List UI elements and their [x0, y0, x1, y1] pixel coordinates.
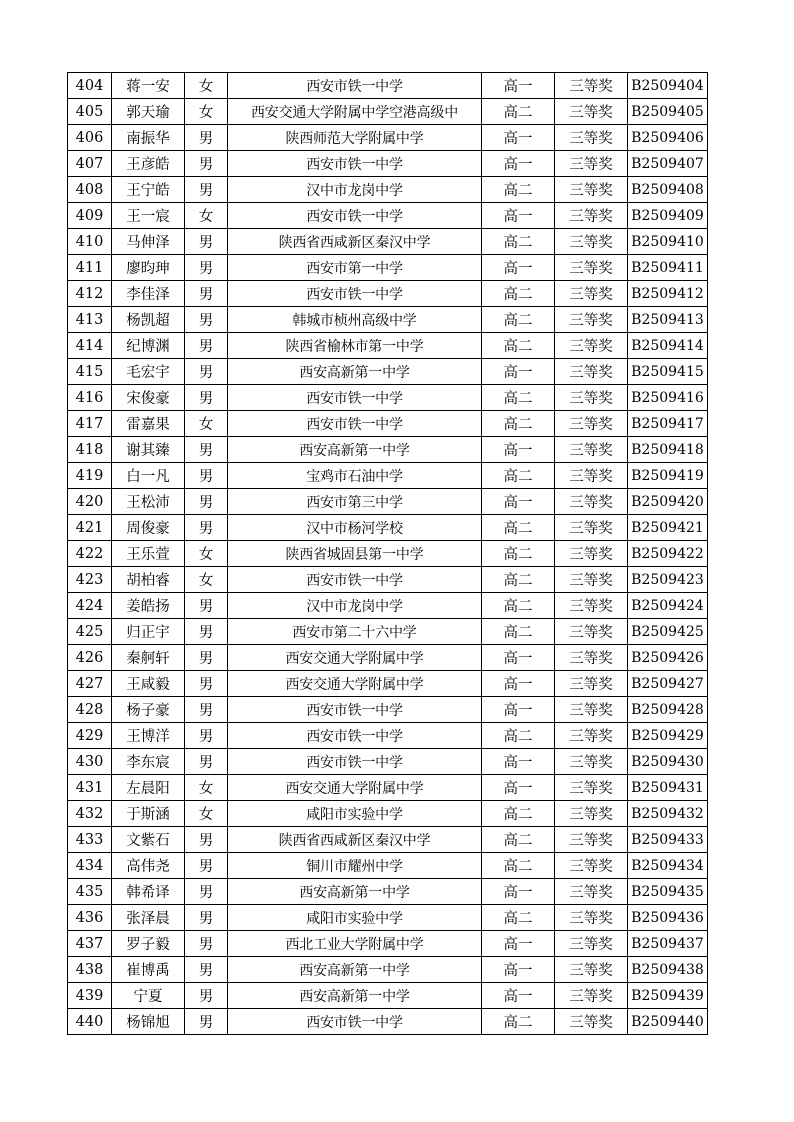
certificate-code-cell: B2509438 — [628, 957, 708, 983]
row-number-cell: 409 — [68, 203, 112, 229]
table-row — [68, 567, 708, 593]
table-row — [68, 827, 708, 853]
certificate-code-cell: B2509436 — [628, 905, 708, 931]
gender-cell: 男 — [185, 645, 228, 671]
school-cell: 陕西省榆林市第一中学 — [228, 333, 482, 359]
gender-cell: 男 — [185, 463, 228, 489]
row-number-cell: 411 — [68, 255, 112, 281]
table-row — [68, 281, 708, 307]
student-name-cell: 秦舸轩 — [112, 645, 185, 671]
school-cell: 汉中市龙岗中学 — [228, 177, 482, 203]
row-number-cell: 428 — [68, 697, 112, 723]
school-cell: 陕西省城固县第一中学 — [228, 541, 482, 567]
table-row — [68, 489, 708, 515]
grade-cell: 高二 — [482, 723, 555, 749]
table-row — [68, 749, 708, 775]
certificate-code-cell: B2509427 — [628, 671, 708, 697]
gender-cell: 女 — [185, 775, 228, 801]
gender-cell: 男 — [185, 307, 228, 333]
gender-cell: 男 — [185, 385, 228, 411]
gender-cell: 男 — [185, 255, 228, 281]
award-level-cell: 三等奖 — [555, 359, 628, 385]
student-name-cell: 周俊豪 — [112, 515, 185, 541]
certificate-code-cell: B2509412 — [628, 281, 708, 307]
school-cell: 西安市第二十六中学 — [228, 619, 482, 645]
gender-cell: 男 — [185, 593, 228, 619]
row-number-cell: 418 — [68, 437, 112, 463]
award-level-cell: 三等奖 — [555, 229, 628, 255]
school-cell: 西安市铁一中学 — [228, 697, 482, 723]
award-list-table — [67, 72, 708, 1035]
student-name-cell: 王博洋 — [112, 723, 185, 749]
table-row — [68, 385, 708, 411]
award-level-cell: 三等奖 — [555, 307, 628, 333]
table-row — [68, 437, 708, 463]
table-row — [68, 359, 708, 385]
certificate-code-cell: B2509414 — [628, 333, 708, 359]
grade-cell: 高二 — [482, 853, 555, 879]
student-name-cell: 韩希译 — [112, 879, 185, 905]
row-number-cell: 438 — [68, 957, 112, 983]
grade-cell: 高二 — [482, 1009, 555, 1035]
grade-cell: 高二 — [482, 229, 555, 255]
gender-cell: 女 — [185, 203, 228, 229]
certificate-code-cell: B2509430 — [628, 749, 708, 775]
table-row — [68, 229, 708, 255]
school-cell: 西安高新第一中学 — [228, 983, 482, 1009]
gender-cell: 男 — [185, 983, 228, 1009]
table-row — [68, 203, 708, 229]
certificate-code-cell: B2509426 — [628, 645, 708, 671]
table-row — [68, 99, 708, 125]
student-name-cell: 王宁皓 — [112, 177, 185, 203]
table-row — [68, 801, 708, 827]
row-number-cell: 436 — [68, 905, 112, 931]
grade-cell: 高二 — [482, 281, 555, 307]
row-number-cell: 431 — [68, 775, 112, 801]
award-level-cell: 三等奖 — [555, 99, 628, 125]
grade-cell: 高二 — [482, 307, 555, 333]
grade-cell: 高一 — [482, 73, 555, 99]
gender-cell: 女 — [185, 99, 228, 125]
school-cell: 西北工业大学附属中学 — [228, 931, 482, 957]
gender-cell: 男 — [185, 151, 228, 177]
student-name-cell: 雷嘉果 — [112, 411, 185, 437]
award-level-cell: 三等奖 — [555, 541, 628, 567]
grade-cell: 高一 — [482, 359, 555, 385]
school-cell: 宝鸡市石油中学 — [228, 463, 482, 489]
gender-cell: 男 — [185, 619, 228, 645]
award-level-cell: 三等奖 — [555, 333, 628, 359]
table-row — [68, 671, 708, 697]
certificate-code-cell: B2509433 — [628, 827, 708, 853]
certificate-code-cell: B2509416 — [628, 385, 708, 411]
award-level-cell: 三等奖 — [555, 411, 628, 437]
row-number-cell: 430 — [68, 749, 112, 775]
table-row — [68, 463, 708, 489]
row-number-cell: 433 — [68, 827, 112, 853]
school-cell: 西安市铁一中学 — [228, 151, 482, 177]
gender-cell: 男 — [185, 333, 228, 359]
grade-cell: 高一 — [482, 983, 555, 1009]
row-number-cell: 407 — [68, 151, 112, 177]
student-name-cell: 白一凡 — [112, 463, 185, 489]
school-cell: 西安市铁一中学 — [228, 203, 482, 229]
gender-cell: 男 — [185, 879, 228, 905]
school-cell: 西安市铁一中学 — [228, 723, 482, 749]
gender-cell: 男 — [185, 489, 228, 515]
award-level-cell: 三等奖 — [555, 151, 628, 177]
student-name-cell: 毛宏宇 — [112, 359, 185, 385]
table-row — [68, 645, 708, 671]
award-level-cell: 三等奖 — [555, 203, 628, 229]
gender-cell: 男 — [185, 671, 228, 697]
certificate-code-cell: B2509440 — [628, 1009, 708, 1035]
grade-cell: 高一 — [482, 697, 555, 723]
school-cell: 西安交通大学附属中学空港高级中 — [228, 99, 482, 125]
grade-cell: 高一 — [482, 775, 555, 801]
school-cell: 韩城市桢州高级中学 — [228, 307, 482, 333]
row-number-cell: 437 — [68, 931, 112, 957]
certificate-code-cell: B2509431 — [628, 775, 708, 801]
row-number-cell: 439 — [68, 983, 112, 1009]
grade-cell: 高二 — [482, 827, 555, 853]
row-number-cell: 415 — [68, 359, 112, 385]
school-cell: 陕西省西咸新区秦汉中学 — [228, 229, 482, 255]
certificate-code-cell: B2509417 — [628, 411, 708, 437]
student-name-cell: 杨子豪 — [112, 697, 185, 723]
grade-cell: 高二 — [482, 541, 555, 567]
certificate-code-cell: B2509434 — [628, 853, 708, 879]
school-cell: 咸阳市实验中学 — [228, 905, 482, 931]
grade-cell: 高一 — [482, 931, 555, 957]
school-cell: 咸阳市实验中学 — [228, 801, 482, 827]
table-row — [68, 697, 708, 723]
certificate-code-cell: B2509425 — [628, 619, 708, 645]
award-level-cell: 三等奖 — [555, 983, 628, 1009]
certificate-code-cell: B2509435 — [628, 879, 708, 905]
award-level-cell: 三等奖 — [555, 671, 628, 697]
grade-cell: 高二 — [482, 801, 555, 827]
school-cell: 陕西省西咸新区秦汉中学 — [228, 827, 482, 853]
row-number-cell: 435 — [68, 879, 112, 905]
award-level-cell: 三等奖 — [555, 437, 628, 463]
student-name-cell: 罗子毅 — [112, 931, 185, 957]
student-name-cell: 张泽晨 — [112, 905, 185, 931]
school-cell: 西安市第一中学 — [228, 255, 482, 281]
certificate-code-cell: B2509406 — [628, 125, 708, 151]
student-name-cell: 文紫石 — [112, 827, 185, 853]
gender-cell: 男 — [185, 827, 228, 853]
certificate-code-cell: B2509429 — [628, 723, 708, 749]
certificate-code-cell: B2509407 — [628, 151, 708, 177]
row-number-cell: 434 — [68, 853, 112, 879]
gender-cell: 女 — [185, 567, 228, 593]
gender-cell: 女 — [185, 73, 228, 99]
certificate-code-cell: B2509432 — [628, 801, 708, 827]
row-number-cell: 440 — [68, 1009, 112, 1035]
row-number-cell: 408 — [68, 177, 112, 203]
student-name-cell: 郭天瑜 — [112, 99, 185, 125]
award-level-cell: 三等奖 — [555, 879, 628, 905]
award-level-cell: 三等奖 — [555, 801, 628, 827]
school-cell: 铜川市耀州中学 — [228, 853, 482, 879]
certificate-code-cell: B2509418 — [628, 437, 708, 463]
school-cell: 西安高新第一中学 — [228, 879, 482, 905]
table-row — [68, 177, 708, 203]
student-name-cell: 王咸毅 — [112, 671, 185, 697]
grade-cell: 高一 — [482, 879, 555, 905]
gender-cell: 男 — [185, 853, 228, 879]
school-cell: 西安市铁一中学 — [228, 411, 482, 437]
row-number-cell: 413 — [68, 307, 112, 333]
table-row — [68, 333, 708, 359]
gender-cell: 男 — [185, 177, 228, 203]
gender-cell: 女 — [185, 541, 228, 567]
school-cell: 西安高新第一中学 — [228, 437, 482, 463]
gender-cell: 男 — [185, 1009, 228, 1035]
school-cell: 西安市铁一中学 — [228, 73, 482, 99]
student-name-cell: 宁夏 — [112, 983, 185, 1009]
grade-cell: 高一 — [482, 437, 555, 463]
award-level-cell: 三等奖 — [555, 749, 628, 775]
grade-cell: 高一 — [482, 125, 555, 151]
table-row — [68, 723, 708, 749]
certificate-code-cell: B2509439 — [628, 983, 708, 1009]
student-name-cell: 左晨阳 — [112, 775, 185, 801]
table-row — [68, 879, 708, 905]
row-number-cell: 416 — [68, 385, 112, 411]
student-name-cell: 马伸泽 — [112, 229, 185, 255]
award-level-cell: 三等奖 — [555, 125, 628, 151]
certificate-code-cell: B2509404 — [628, 73, 708, 99]
school-cell: 西安市铁一中学 — [228, 385, 482, 411]
row-number-cell: 425 — [68, 619, 112, 645]
student-name-cell: 王乐萱 — [112, 541, 185, 567]
grade-cell: 高一 — [482, 957, 555, 983]
row-number-cell: 429 — [68, 723, 112, 749]
row-number-cell: 410 — [68, 229, 112, 255]
school-cell: 汉中市龙岗中学 — [228, 593, 482, 619]
student-name-cell: 崔博禹 — [112, 957, 185, 983]
student-name-cell: 蒋一安 — [112, 73, 185, 99]
award-level-cell: 三等奖 — [555, 931, 628, 957]
student-name-cell: 王一宸 — [112, 203, 185, 229]
grade-cell: 高一 — [482, 203, 555, 229]
student-name-cell: 李东宸 — [112, 749, 185, 775]
gender-cell: 男 — [185, 723, 228, 749]
award-level-cell: 三等奖 — [555, 567, 628, 593]
student-name-cell: 李佳泽 — [112, 281, 185, 307]
certificate-code-cell: B2509410 — [628, 229, 708, 255]
grade-cell: 高二 — [482, 567, 555, 593]
gender-cell: 男 — [185, 905, 228, 931]
row-number-cell: 424 — [68, 593, 112, 619]
table-row — [68, 931, 708, 957]
school-cell: 西安交通大学附属中学 — [228, 671, 482, 697]
table-row — [68, 775, 708, 801]
gender-cell: 女 — [185, 411, 228, 437]
table-row — [68, 73, 708, 99]
gender-cell: 男 — [185, 437, 228, 463]
gender-cell: 男 — [185, 957, 228, 983]
row-number-cell: 414 — [68, 333, 112, 359]
row-number-cell: 423 — [68, 567, 112, 593]
table-row — [68, 853, 708, 879]
grade-cell: 高二 — [482, 177, 555, 203]
certificate-code-cell: B2509437 — [628, 931, 708, 957]
table-row — [68, 255, 708, 281]
student-name-cell: 于斯涵 — [112, 801, 185, 827]
student-name-cell: 高伟尧 — [112, 853, 185, 879]
student-name-cell: 胡柏睿 — [112, 567, 185, 593]
school-cell: 西安高新第一中学 — [228, 359, 482, 385]
student-name-cell: 王彦皓 — [112, 151, 185, 177]
school-cell: 汉中市杨河学校 — [228, 515, 482, 541]
certificate-code-cell: B2509421 — [628, 515, 708, 541]
award-level-cell: 三等奖 — [555, 385, 628, 411]
table-body — [68, 73, 708, 1035]
certificate-code-cell: B2509411 — [628, 255, 708, 281]
gender-cell: 女 — [185, 801, 228, 827]
award-level-cell: 三等奖 — [555, 1009, 628, 1035]
row-number-cell: 422 — [68, 541, 112, 567]
student-name-cell: 杨凯超 — [112, 307, 185, 333]
gender-cell: 男 — [185, 515, 228, 541]
row-number-cell: 404 — [68, 73, 112, 99]
award-level-cell: 三等奖 — [555, 489, 628, 515]
grade-cell: 高一 — [482, 151, 555, 177]
student-name-cell: 归正宇 — [112, 619, 185, 645]
row-number-cell: 421 — [68, 515, 112, 541]
table-row — [68, 957, 708, 983]
certificate-code-cell: B2509422 — [628, 541, 708, 567]
grade-cell: 高二 — [482, 515, 555, 541]
student-name-cell: 南振华 — [112, 125, 185, 151]
student-name-cell: 谢其臻 — [112, 437, 185, 463]
certificate-code-cell: B2509428 — [628, 697, 708, 723]
gender-cell: 男 — [185, 931, 228, 957]
certificate-code-cell: B2509408 — [628, 177, 708, 203]
certificate-code-cell: B2509409 — [628, 203, 708, 229]
award-level-cell: 三等奖 — [555, 281, 628, 307]
certificate-code-cell: B2509424 — [628, 593, 708, 619]
award-level-cell: 三等奖 — [555, 177, 628, 203]
row-number-cell: 406 — [68, 125, 112, 151]
gender-cell: 男 — [185, 749, 228, 775]
grade-cell: 高二 — [482, 333, 555, 359]
grade-cell: 高二 — [482, 411, 555, 437]
certificate-code-cell: B2509413 — [628, 307, 708, 333]
grade-cell: 高二 — [482, 463, 555, 489]
certificate-code-cell: B2509423 — [628, 567, 708, 593]
school-cell: 西安高新第一中学 — [228, 957, 482, 983]
table-row — [68, 983, 708, 1009]
row-number-cell: 419 — [68, 463, 112, 489]
certificate-code-cell: B2509419 — [628, 463, 708, 489]
award-level-cell: 三等奖 — [555, 775, 628, 801]
table-row — [68, 411, 708, 437]
award-level-cell: 三等奖 — [555, 697, 628, 723]
grade-cell: 高一 — [482, 749, 555, 775]
table-row — [68, 541, 708, 567]
grade-cell: 高二 — [482, 593, 555, 619]
award-level-cell: 三等奖 — [555, 723, 628, 749]
table-row — [68, 1009, 708, 1035]
row-number-cell: 405 — [68, 99, 112, 125]
award-level-cell: 三等奖 — [555, 73, 628, 99]
award-level-cell: 三等奖 — [555, 619, 628, 645]
table-row — [68, 593, 708, 619]
row-number-cell: 432 — [68, 801, 112, 827]
grade-cell: 高一 — [482, 489, 555, 515]
award-level-cell: 三等奖 — [555, 905, 628, 931]
school-cell: 西安市铁一中学 — [228, 749, 482, 775]
grade-cell: 高一 — [482, 645, 555, 671]
table-row — [68, 515, 708, 541]
award-level-cell: 三等奖 — [555, 957, 628, 983]
award-level-cell: 三等奖 — [555, 645, 628, 671]
student-name-cell: 纪博渊 — [112, 333, 185, 359]
table-row — [68, 905, 708, 931]
school-cell: 西安市铁一中学 — [228, 567, 482, 593]
award-level-cell: 三等奖 — [555, 827, 628, 853]
school-cell: 西安市铁一中学 — [228, 281, 482, 307]
row-number-cell: 412 — [68, 281, 112, 307]
school-cell: 西安市铁一中学 — [228, 1009, 482, 1035]
table-row — [68, 151, 708, 177]
row-number-cell: 426 — [68, 645, 112, 671]
certificate-code-cell: B2509405 — [628, 99, 708, 125]
grade-cell: 高二 — [482, 905, 555, 931]
award-level-cell: 三等奖 — [555, 255, 628, 281]
gender-cell: 男 — [185, 697, 228, 723]
school-cell: 西安市第三中学 — [228, 489, 482, 515]
table-row — [68, 619, 708, 645]
table-row — [68, 307, 708, 333]
grade-cell: 高一 — [482, 671, 555, 697]
grade-cell: 高二 — [482, 385, 555, 411]
gender-cell: 男 — [185, 281, 228, 307]
student-name-cell: 姜皓扬 — [112, 593, 185, 619]
grade-cell: 高二 — [482, 619, 555, 645]
gender-cell: 男 — [185, 359, 228, 385]
table-row — [68, 125, 708, 151]
certificate-code-cell: B2509415 — [628, 359, 708, 385]
award-level-cell: 三等奖 — [555, 463, 628, 489]
row-number-cell: 417 — [68, 411, 112, 437]
student-name-cell: 宋俊豪 — [112, 385, 185, 411]
student-name-cell: 王松沛 — [112, 489, 185, 515]
row-number-cell: 420 — [68, 489, 112, 515]
school-cell: 西安交通大学附属中学 — [228, 775, 482, 801]
grade-cell: 高二 — [482, 99, 555, 125]
award-level-cell: 三等奖 — [555, 853, 628, 879]
student-name-cell: 杨锦旭 — [112, 1009, 185, 1035]
certificate-code-cell: B2509420 — [628, 489, 708, 515]
award-level-cell: 三等奖 — [555, 515, 628, 541]
row-number-cell: 427 — [68, 671, 112, 697]
gender-cell: 男 — [185, 229, 228, 255]
school-cell: 陕西师范大学附属中学 — [228, 125, 482, 151]
award-level-cell: 三等奖 — [555, 593, 628, 619]
school-cell: 西安交通大学附属中学 — [228, 645, 482, 671]
grade-cell: 高一 — [482, 255, 555, 281]
student-name-cell: 廖昀珅 — [112, 255, 185, 281]
gender-cell: 男 — [185, 125, 228, 151]
